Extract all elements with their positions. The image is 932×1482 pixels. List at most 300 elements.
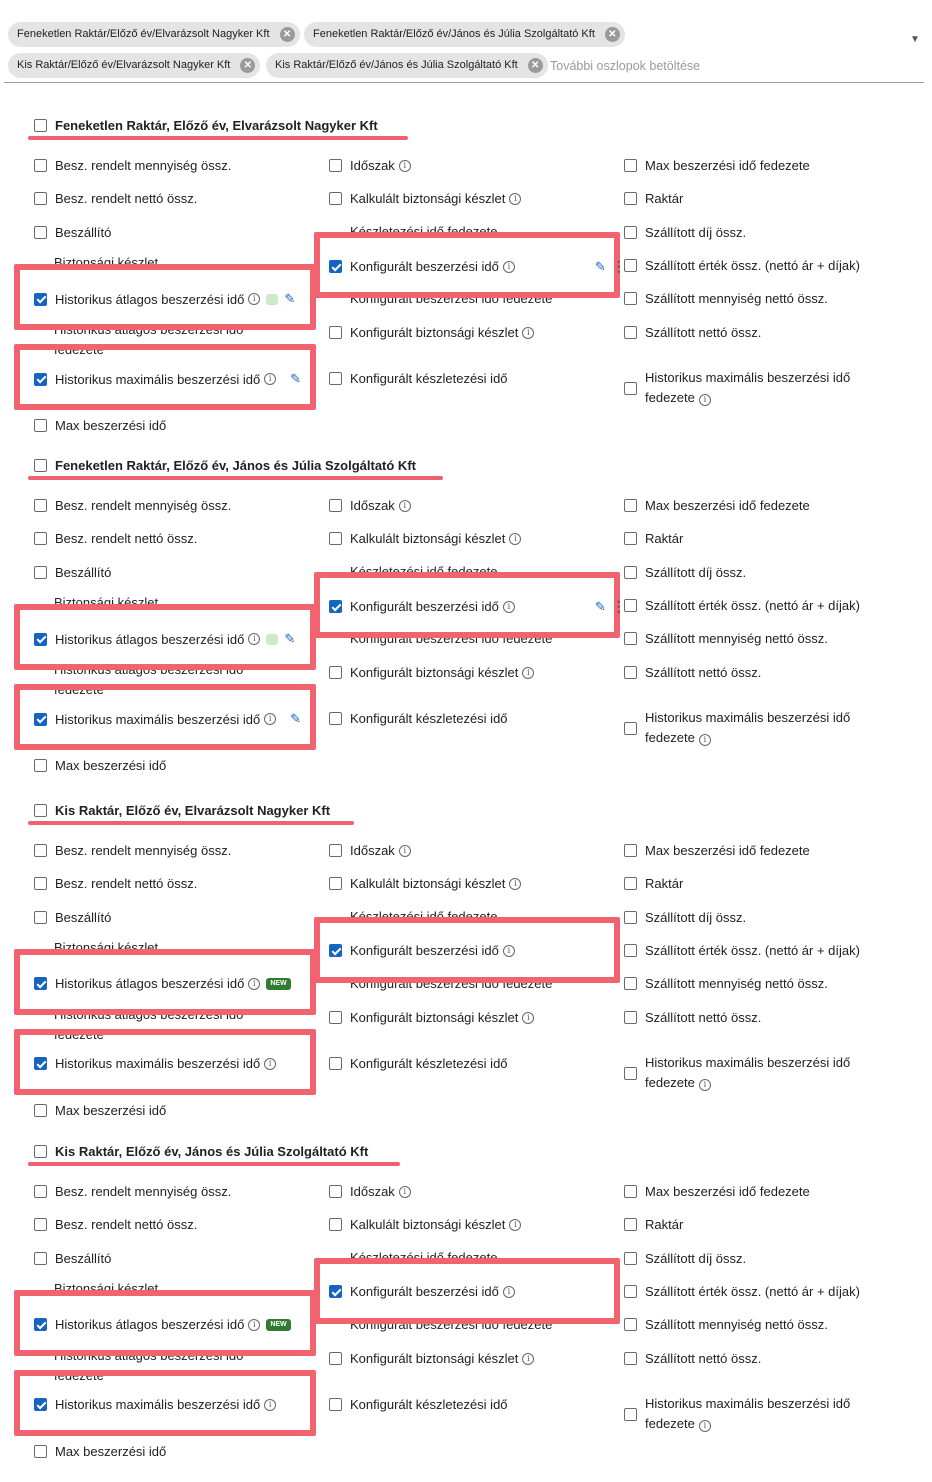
info-icon: i: [399, 160, 411, 172]
edit-pencil-icon[interactable]: ✎: [594, 598, 606, 614]
option-label: Konfigurált készletezési idő: [350, 1056, 508, 1071]
checkbox[interactable]: [34, 1398, 47, 1411]
info-icon: i: [503, 601, 515, 613]
info-icon: i: [248, 633, 260, 645]
option-label: Historikus átlagos beszerzési idő: [55, 291, 245, 307]
column-option[interactable]: [34, 976, 291, 991]
info-icon: i: [503, 945, 515, 957]
option-label: Historikus maximális beszerzési idő: [55, 1397, 261, 1412]
checkbox[interactable]: [34, 633, 47, 646]
checkbox[interactable]: [624, 1218, 637, 1231]
checkbox[interactable]: [624, 326, 637, 339]
selected-columns-bar[interactable]: [4, 14, 924, 83]
option-label: Szállított érték össz. (nettó ár + díjak): [645, 258, 860, 273]
option-label: Beszállító: [55, 565, 112, 580]
column-option[interactable]: [624, 631, 828, 646]
column-option[interactable]: [624, 1284, 860, 1299]
chip-column: [8, 22, 300, 47]
option-label: Szállított mennyiség nettó össz.: [645, 1317, 828, 1332]
column-option[interactable]: [624, 225, 746, 240]
checkbox[interactable]: [624, 382, 637, 395]
overlapped-label: fedezete: [54, 1027, 104, 1042]
column-option[interactable]: [329, 1397, 508, 1412]
option-label: Szállított érték össz. (nettó ár + díjak): [645, 943, 860, 958]
column-option[interactable]: [624, 531, 683, 546]
option-label-line: Historikus maximális beszerzési idő: [645, 370, 851, 385]
column-option[interactable]: [624, 976, 828, 991]
column-group: [4, 96, 924, 436]
checkbox[interactable]: [34, 532, 47, 545]
column-option[interactable]: [329, 158, 411, 173]
info-icon: i: [509, 1219, 521, 1231]
info-icon: i: [264, 713, 276, 725]
group-title: Kis Raktár, Előző év, János és Júlia Szolgáltató Kft: [55, 1144, 369, 1159]
group-header[interactable]: [34, 118, 378, 133]
column-option[interactable]: [624, 1053, 850, 1093]
column-option[interactable]: [329, 876, 521, 891]
info-icon: i: [522, 1353, 534, 1365]
option-label: Raktár: [645, 876, 684, 891]
toggle-icon[interactable]: [266, 634, 278, 645]
column-option[interactable]: [34, 371, 301, 387]
chip-remove-icon[interactable]: ✕: [240, 58, 255, 73]
column-option[interactable]: [329, 665, 534, 680]
option-label: Kalkulált biztonsági készlet: [350, 1217, 506, 1232]
checkbox[interactable]: [624, 877, 637, 890]
checkbox[interactable]: [34, 419, 47, 432]
column-option[interactable]: [624, 158, 810, 173]
option-label: Max beszerzési idő: [55, 1103, 167, 1118]
column-option[interactable]: [329, 1284, 515, 1299]
option-label: [645, 708, 850, 748]
info-icon: i: [264, 373, 276, 385]
checkbox[interactable]: [34, 293, 47, 306]
checkbox[interactable]: [34, 1318, 47, 1331]
chevron-down-icon[interactable]: ▼: [910, 34, 920, 45]
option-label: Besz. rendelt mennyiség össz.: [55, 843, 232, 858]
checkbox[interactable]: [624, 666, 637, 679]
column-group: [4, 1122, 924, 1462]
column-option[interactable]: [624, 291, 828, 306]
checkbox[interactable]: [329, 326, 342, 339]
column-option[interactable]: [329, 191, 521, 206]
checkbox[interactable]: [34, 1185, 47, 1198]
checkbox[interactable]: [624, 1352, 637, 1365]
checkbox[interactable]: [329, 712, 342, 725]
column-option[interactable]: [624, 498, 810, 513]
column-option[interactable]: [34, 843, 231, 858]
info-icon: i: [264, 1399, 276, 1411]
checkbox[interactable]: [34, 911, 47, 924]
option-label-line: Historikus maximális beszerzési idő: [645, 1396, 851, 1411]
column-option[interactable]: [34, 1251, 111, 1266]
column-option[interactable]: [624, 325, 761, 340]
info-icon: i: [522, 667, 534, 679]
option-label: Konfigurált készletezési idő: [350, 1397, 508, 1412]
overlapped-label: Biztonsági készlet: [54, 255, 159, 270]
column-option[interactable]: [34, 1184, 231, 1199]
option-label: Időszak: [350, 158, 395, 173]
column-option[interactable]: [624, 943, 860, 958]
option-label: Időszak: [350, 843, 395, 858]
overlapped-label: fedezete: [54, 682, 104, 697]
option-label: Besz. rendelt nettó össz.: [55, 531, 198, 546]
overlapped-label: Biztonsági készlet: [54, 1281, 159, 1296]
option-label: Szállított érték össz. (nettó ár + díjak): [645, 598, 860, 613]
column-option[interactable]: [624, 665, 761, 680]
group-title: Feneketlen Raktár, Előző év, Elvarázsolt Nagyker Kft: [55, 118, 378, 133]
overlapped-label: Konfigurált beszerzési idő fedezete: [350, 631, 553, 646]
checkbox[interactable]: [624, 632, 637, 645]
column-option[interactable]: [34, 1444, 166, 1459]
checkbox[interactable]: [624, 844, 637, 857]
checkbox[interactable]: [34, 877, 47, 890]
info-icon: i: [509, 193, 521, 205]
option-label: Beszállító: [55, 910, 112, 925]
chip-remove-icon[interactable]: ✕: [280, 27, 295, 42]
column-option[interactable]: [329, 843, 411, 858]
option-label: Szállított mennyiség nettó össz.: [645, 976, 828, 991]
checkbox[interactable]: [34, 1104, 47, 1117]
option-label: Konfigurált biztonsági készlet: [350, 325, 519, 340]
more-options-icon[interactable]: ⋮: [611, 258, 626, 274]
column-option[interactable]: [329, 1184, 411, 1199]
option-label: Historikus maximális beszerzési idő: [55, 711, 261, 727]
info-icon: i: [509, 878, 521, 890]
column-option[interactable]: [624, 876, 683, 891]
column-option[interactable]: [34, 1217, 197, 1232]
checkbox[interactable]: [34, 844, 47, 857]
column-option[interactable]: [34, 631, 295, 647]
overlapped-label: Készletezési idő fedezete: [350, 909, 498, 924]
checkbox[interactable]: [624, 1318, 637, 1331]
edit-pencil-icon[interactable]: ✎: [290, 371, 302, 386]
option-label: Kalkulált biztonsági készlet: [350, 876, 506, 891]
column-option[interactable]: [34, 1103, 166, 1118]
checkbox[interactable]: [329, 1398, 342, 1411]
column-option[interactable]: [329, 1217, 521, 1232]
column-option[interactable]: [34, 910, 111, 925]
checkbox[interactable]: [34, 159, 47, 172]
chip-label: Kis Raktár/Előző év/Elvarázsolt Nagyker Kft: [17, 59, 231, 71]
option-label: Kalkulált biztonsági készlet: [350, 191, 506, 206]
option-label: Szállított nettó össz.: [645, 1351, 762, 1366]
column-option[interactable]: [624, 708, 850, 748]
option-label: Konfigurált biztonsági készlet: [350, 1351, 519, 1366]
option-label: Kalkulált biztonsági készlet: [350, 531, 506, 546]
column-option[interactable]: [34, 1397, 276, 1412]
checkbox[interactable]: [329, 844, 342, 857]
option-label: Szállított mennyiség nettó össz.: [645, 631, 828, 646]
column-option[interactable]: [329, 1010, 534, 1025]
info-icon: i: [699, 394, 711, 406]
checkbox[interactable]: [624, 159, 637, 172]
new-badge: NEW: [266, 1319, 290, 1331]
column-option[interactable]: [624, 1351, 761, 1366]
column-option[interactable]: [329, 943, 515, 958]
column-option[interactable]: [624, 843, 810, 858]
checkbox[interactable]: [329, 944, 342, 957]
checkbox[interactable]: [624, 1185, 637, 1198]
checkbox[interactable]: [624, 599, 637, 612]
checkbox[interactable]: [624, 226, 637, 239]
checkbox[interactable]: [329, 666, 342, 679]
checkbox[interactable]: [34, 226, 47, 239]
option-label: [645, 368, 850, 408]
edit-pencil-icon[interactable]: ✎: [284, 631, 296, 646]
checkbox[interactable]: [329, 1185, 342, 1198]
group-header[interactable]: [34, 458, 416, 473]
checkbox[interactable]: [34, 192, 47, 205]
toggle-icon[interactable]: [266, 294, 278, 305]
option-label: Max beszerzési idő fedezete: [645, 1184, 810, 1199]
column-option[interactable]: [624, 565, 746, 580]
overlapped-label: Készletezési idő fedezete: [350, 564, 498, 579]
option-label: Konfigurált készletezési idő: [350, 371, 508, 386]
column-option[interactable]: [329, 371, 508, 386]
overlapped-label: Készletezési idő fedezete: [350, 224, 498, 239]
option-label-line: fedezete: [645, 390, 695, 405]
option-label: Max beszerzési idő: [55, 1444, 167, 1459]
option-label: Besz. rendelt mennyiség össz.: [55, 498, 232, 513]
chip-remove-icon[interactable]: ✕: [528, 58, 543, 73]
column-option[interactable]: [329, 325, 534, 340]
option-label: Besz. rendelt mennyiség össz.: [55, 1184, 232, 1199]
column-option[interactable]: [34, 711, 301, 727]
info-icon: i: [699, 734, 711, 746]
chip-column: [304, 22, 625, 47]
column-option[interactable]: [624, 368, 850, 408]
column-option[interactable]: [329, 531, 521, 546]
column-option[interactable]: [34, 158, 231, 173]
checkbox[interactable]: [624, 192, 637, 205]
overlapped-label: Konfigurált beszerzési idő fedezete: [350, 976, 553, 991]
group-title: Kis Raktár, Előző év, Elvarázsolt Nagyker Kft: [55, 803, 331, 818]
column-option[interactable]: [329, 1351, 534, 1366]
checkbox[interactable]: [34, 1252, 47, 1265]
checkbox[interactable]: [34, 1057, 47, 1070]
chip-label: Feneketlen Raktár/Előző év/János és Júlia Szolgáltató Kft: [313, 28, 595, 40]
column-group: [4, 436, 924, 776]
option-label: Időszak: [350, 1184, 395, 1199]
column-group: [4, 781, 924, 1121]
column-option[interactable]: [329, 598, 626, 615]
checkbox[interactable]: [624, 1011, 637, 1024]
option-label: Konfigurált biztonsági készlet: [350, 665, 519, 680]
option-label: Historikus átlagos beszerzési idő: [55, 631, 245, 647]
column-selection-panel: [4, 96, 924, 1480]
column-option[interactable]: [34, 225, 111, 240]
info-icon: i: [699, 1420, 711, 1432]
column-option[interactable]: [34, 418, 166, 433]
checkbox[interactable]: [624, 259, 637, 272]
option-label: Szállított díj össz.: [645, 225, 747, 240]
group-header[interactable]: [34, 1144, 368, 1159]
info-icon: i: [399, 845, 411, 857]
overlapped-label: Biztonsági készlet: [54, 940, 159, 955]
option-label: Szállított nettó össz.: [645, 665, 762, 680]
column-option[interactable]: [624, 910, 746, 925]
checkbox[interactable]: [624, 911, 637, 924]
option-label: Historikus átlagos beszerzési idő: [55, 1317, 245, 1332]
checkbox[interactable]: [329, 1218, 342, 1231]
column-option[interactable]: [329, 1056, 508, 1071]
checkbox[interactable]: [329, 260, 342, 273]
option-label: Szállított mennyiség nettó össz.: [645, 291, 828, 306]
checkbox[interactable]: [329, 159, 342, 172]
chip-label: Kis Raktár/Előző év/János és Júlia Szolgáltató Kft: [275, 59, 518, 71]
edit-pencil-icon[interactable]: ✎: [290, 711, 302, 726]
checkbox[interactable]: [34, 804, 47, 817]
column-option[interactable]: [329, 258, 626, 275]
checkbox[interactable]: [34, 119, 47, 132]
overlapped-label: Historikus átlagos beszerzési idő: [54, 1007, 244, 1022]
column-option[interactable]: [624, 1010, 761, 1025]
checkbox[interactable]: [329, 372, 342, 385]
new-badge: NEW: [266, 978, 290, 990]
checkbox[interactable]: [329, 600, 342, 613]
option-label: Max beszerzési idő fedezete: [645, 498, 810, 513]
info-icon: i: [699, 1079, 711, 1091]
column-option[interactable]: [329, 711, 508, 726]
title-underline: [28, 821, 354, 825]
option-label: Raktár: [645, 531, 684, 546]
checkbox[interactable]: [329, 1011, 342, 1024]
checkbox[interactable]: [34, 1445, 47, 1458]
edit-pencil-icon[interactable]: ✎: [284, 291, 296, 306]
option-label: Historikus maximális beszerzési idő: [55, 1056, 261, 1071]
overlapped-label: Készletezési idő fedezete: [350, 1250, 498, 1265]
load-more-columns-input[interactable]: További oszlopok betöltése: [550, 59, 701, 73]
column-option[interactable]: [34, 291, 295, 307]
checkbox[interactable]: [329, 1057, 342, 1070]
chip-remove-icon[interactable]: ✕: [605, 27, 620, 42]
info-icon: i: [248, 293, 260, 305]
option-label: Beszállító: [55, 225, 112, 240]
column-option[interactable]: [329, 498, 411, 513]
overlapped-label: Konfigurált beszerzési idő fedezete: [350, 291, 553, 306]
checkbox[interactable]: [34, 459, 47, 472]
overlapped-label: fedezete: [54, 1368, 104, 1383]
checkbox[interactable]: [34, 977, 47, 990]
overlapped-label: Historikus átlagos beszerzési idő: [54, 1348, 244, 1363]
checkbox[interactable]: [624, 532, 637, 545]
option-label: Beszállító: [55, 1251, 112, 1266]
checkbox[interactable]: [329, 499, 342, 512]
column-option[interactable]: [34, 191, 197, 206]
option-label: Konfigurált beszerzési idő: [350, 1284, 499, 1299]
option-label: Besz. rendelt nettó össz.: [55, 876, 198, 891]
column-option[interactable]: [34, 758, 166, 773]
info-icon: i: [248, 978, 260, 990]
chip-label: Feneketlen Raktár/Előző év/Elvarázsolt Nagyker Kft: [17, 28, 270, 40]
overlapped-label: Historikus átlagos beszerzési idő: [54, 662, 244, 677]
checkbox[interactable]: [624, 1067, 637, 1080]
checkbox[interactable]: [34, 373, 47, 386]
checkbox[interactable]: [34, 759, 47, 772]
info-icon: i: [503, 1286, 515, 1298]
edit-pencil-icon[interactable]: ✎: [594, 258, 606, 274]
overlapped-label: Konfigurált beszerzési idő fedezete: [350, 1317, 553, 1332]
checkbox[interactable]: [34, 499, 47, 512]
column-option[interactable]: [624, 1217, 683, 1232]
checkbox[interactable]: [624, 1285, 637, 1298]
group-title: Feneketlen Raktár, Előző év, János és Júlia Szolgáltató Kft: [55, 458, 416, 473]
checkbox[interactable]: [34, 713, 47, 726]
overlapped-label: Historikus átlagos beszerzési idő: [54, 322, 244, 337]
checkbox[interactable]: [34, 1218, 47, 1231]
info-icon: i: [399, 500, 411, 512]
checkbox[interactable]: [624, 944, 637, 957]
option-label: Max beszerzési idő fedezete: [645, 843, 810, 858]
column-option[interactable]: [34, 498, 231, 513]
column-option[interactable]: [34, 1317, 291, 1332]
checkbox[interactable]: [34, 1145, 47, 1158]
group-header[interactable]: [34, 803, 330, 818]
checkbox[interactable]: [624, 566, 637, 579]
option-label: Szállított díj össz.: [645, 1251, 747, 1266]
title-underline: [28, 136, 408, 140]
info-icon: i: [509, 533, 521, 545]
column-option[interactable]: [34, 531, 197, 546]
option-label: Konfigurált beszerzési idő: [350, 943, 499, 958]
checkbox[interactable]: [329, 1352, 342, 1365]
info-icon: i: [503, 261, 515, 273]
column-option[interactable]: [34, 876, 197, 891]
column-option[interactable]: [624, 258, 860, 273]
overlapped-label: Biztonsági készlet: [54, 595, 159, 610]
checkbox[interactable]: [34, 566, 47, 579]
option-label: Historikus maximális beszerzési idő: [55, 371, 261, 387]
info-icon: i: [399, 1186, 411, 1198]
option-label: Besz. rendelt nettó össz.: [55, 1217, 198, 1232]
title-underline: [28, 1162, 400, 1166]
option-label: Besz. rendelt nettó össz.: [55, 191, 198, 206]
more-options-icon[interactable]: ⋮: [611, 598, 626, 614]
checkbox[interactable]: [329, 532, 342, 545]
checkbox[interactable]: [624, 977, 637, 990]
option-label: Konfigurált beszerzési idő: [350, 259, 499, 274]
checkbox[interactable]: [624, 499, 637, 512]
column-option[interactable]: [624, 191, 683, 206]
checkbox[interactable]: [624, 722, 637, 735]
option-label: Szállított nettó össz.: [645, 1010, 762, 1025]
title-underline: [28, 476, 443, 480]
option-label: [645, 1394, 850, 1434]
option-label: Max beszerzési idő: [55, 418, 167, 433]
option-label: Raktár: [645, 191, 684, 206]
column-option[interactable]: [34, 565, 111, 580]
option-label: Raktár: [645, 1217, 684, 1232]
column-option[interactable]: [624, 1317, 828, 1332]
column-option[interactable]: [624, 1394, 850, 1434]
column-option[interactable]: [624, 1184, 810, 1199]
checkbox[interactable]: [329, 877, 342, 890]
checkbox[interactable]: [329, 192, 342, 205]
checkbox[interactable]: [624, 1252, 637, 1265]
overlapped-label: fedezete: [54, 342, 104, 357]
column-option[interactable]: [34, 1056, 276, 1071]
checkbox[interactable]: [624, 292, 637, 305]
option-label: [645, 1053, 850, 1093]
checkbox[interactable]: [624, 1408, 637, 1421]
column-option[interactable]: [624, 598, 860, 613]
option-label-line: fedezete: [645, 730, 695, 745]
option-label: Időszak: [350, 498, 395, 513]
column-option[interactable]: [624, 1251, 746, 1266]
checkbox[interactable]: [329, 1285, 342, 1298]
info-icon: i: [522, 327, 534, 339]
